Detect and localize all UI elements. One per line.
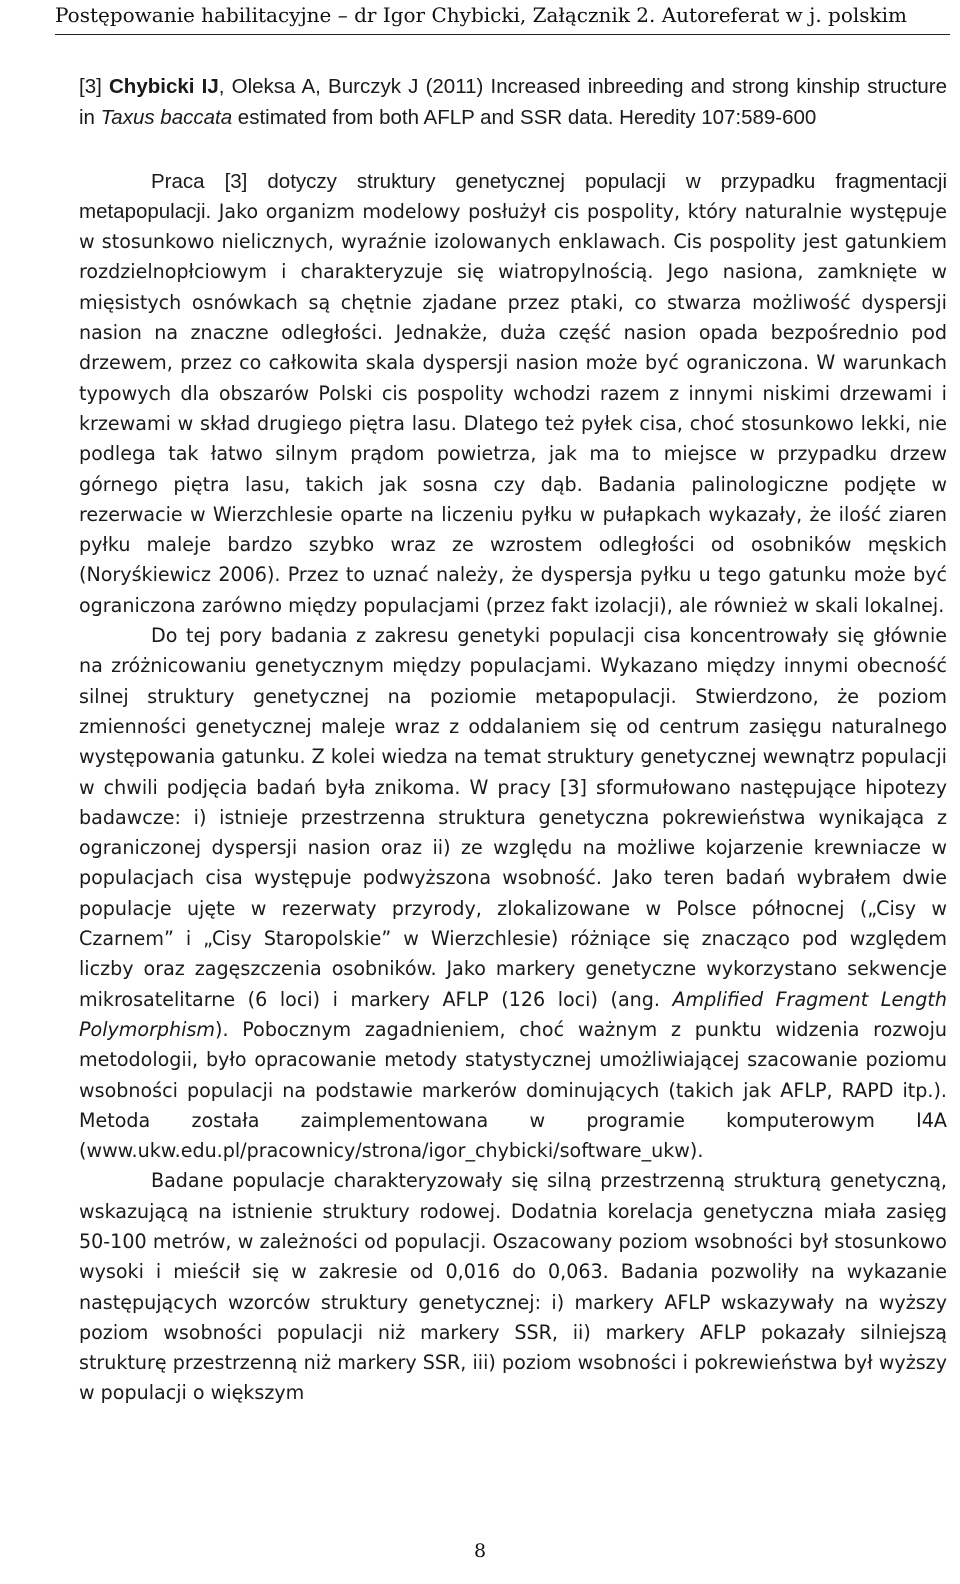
paragraph-2	[79, 621, 947, 1166]
reference-authors: , Oleksa A, Burczyk J (2011) Increased inbreeding and strong kinship structure in	[79, 75, 947, 130]
reference-entry	[79, 71, 947, 134]
paragraph-1-text: Jako organizm modelowy posłużył cis pospolity, który naturalnie występuje w stosunkowo nielicznych, wyraźnie izolowanych enklawach. Cis pospolity jest gatunkiem rozdzielnopłciowym i charakteryzuje się wiatropylnością. Jego nasiona, zamknięte w mięsistych osnówkach są chętnie zjadane przez ptaki, co stwarza możliwość dyspersji nasion na znaczne odległości. Jednakże, duża część nasion opada bezpośrednio pod drzewem, przez co całkowita skala dyspersji nasion może być ograniczona. W warunkach typowych dla obszarów Polski cis pospolity wchodzi razem z innymi niskimi drzewami i krzewami w skład drugiego piętra lasu. Dlatego też pyłek cisa, choć stosunkowo lekki, nie podlega tak łatwo silnym prądom powietrza, jak ma to miejsce w przypadku drzew górnego piętra lasu, takich jak sosna czy dąb. Badania palinologiczne podjęte w rezerwacie w Wierzchlesie oparte na liczeniu pyłku w pułapkach wykazały, że ilość ziaren pyłku maleje bardzo szybko wraz ze wzrostem odległości od osobników męskich (Noryśkiewicz 2006). Przez to uznać należy, że dyspersja pyłku u tego gatunku może być ograniczona zarówno między populacjami (przez fakt izolacji), ale również w skali lokalnej.	[79, 199, 947, 617]
reference-species: Taxus baccata	[100, 106, 233, 130]
paragraph-2-term: Amplified Fragment Length Polymorphism	[79, 987, 947, 1041]
reference-details: estimated from both AFLP and SSR data. Heredity 107:589-600	[232, 106, 817, 130]
paragraph-2-text-end: ). Pobocznym zagadnieniem, choć ważnym z punktu widzenia rozwoju metodologii, było opracowanie metody statystycznej umożliwiającej szacowanie poziomu wsobności populacji na podstawie markerów dominujących (takich jak AFLP, RAPD itp.). Metoda została zaimplementowana w programie komputerowym I4A (www.ukw.edu.pl/pracownicy/strona/igor_chybicki/software_ukw).	[79, 1017, 947, 1163]
running-header: Postępowanie habilitacyjne – dr Igor Chybicki, Załącznik 2. Autoreferat w j. polskim	[55, 0, 950, 35]
paragraph-1-lead: Praca [3] dotyczy struktury genetycznej populacji w przypadku fragmentacji metapopulacji.	[79, 169, 947, 223]
paragraph-2-text: Do tej pory badania z zakresu genetyki populacji cisa koncentrowały się głównie na zróżnicowaniu genetycznym między populacjami. Wykazano między innymi obecność silnej struktury genetycznej na poziomie metapopulacji. Stwierdzono, że poziom zmienności genetycznej maleje wraz z oddalaniem się od centrum zasięgu naturalnego występowania gatunku. Z kolei wiedza na temat struktury genetycznej wewnątrz populacji w chwili podjęcia badań była znikoma. W pracy [3] sformułowano następujące hipotezy badawcze: i) istnieje przestrzenna struktura genetyczna pokrewieństwa wynikająca z ograniczonej dyspersji nasion oraz ii) ze względu na możliwe kojarzenie krewniacze w populacjach cisa występuje podwyższona wsobność. Jako teren badań wybrałem dwie populacje ujęte w rezerwaty przyrody, zlokalizowane w Polsce północnej („Cisy w Czarnem” i „Cisy Staropolskie” w Wierzchlesie) różniące się znacząco pod względem liczby oraz zagęszczenia osobników. Jako markery genetyczne wykorzystano sekwencje mikrosatelitarne (6 loci) i markery AFLP (126 loci) (ang.	[79, 624, 947, 1011]
paragraph-3: Badane populacje charakteryzowały się silną przestrzenną strukturą genetyczną, wskazującą na istnienie struktury rodowej. Dodatnia korelacja genetyczna miała zasięg 50-100 metrów, w zależności od populacji. Oszacowany poziom wsobności był stosunkowo wysoki i mieścił się w zakresie od 0,016 do 0,063. Badania pozwoliły na wykazanie następujących wzorców struktury genetycznej: i) markery AFLP wskazywały na wyższy poziom wsobności populacji niż markery SSR, ii) markery AFLP pokazały silniejszą strukturę przestrzenną niż markery SSR, iii) poziom wsobności i pokrewieństwa był wyższy w populacji o większym	[79, 1169, 947, 1405]
page-content	[79, 71, 947, 1409]
reference-main-author: Chybicki IJ	[109, 75, 219, 98]
paragraph-1	[79, 167, 947, 621]
reference-number: [3]	[79, 75, 102, 98]
page-number: 8	[473, 1540, 487, 1562]
